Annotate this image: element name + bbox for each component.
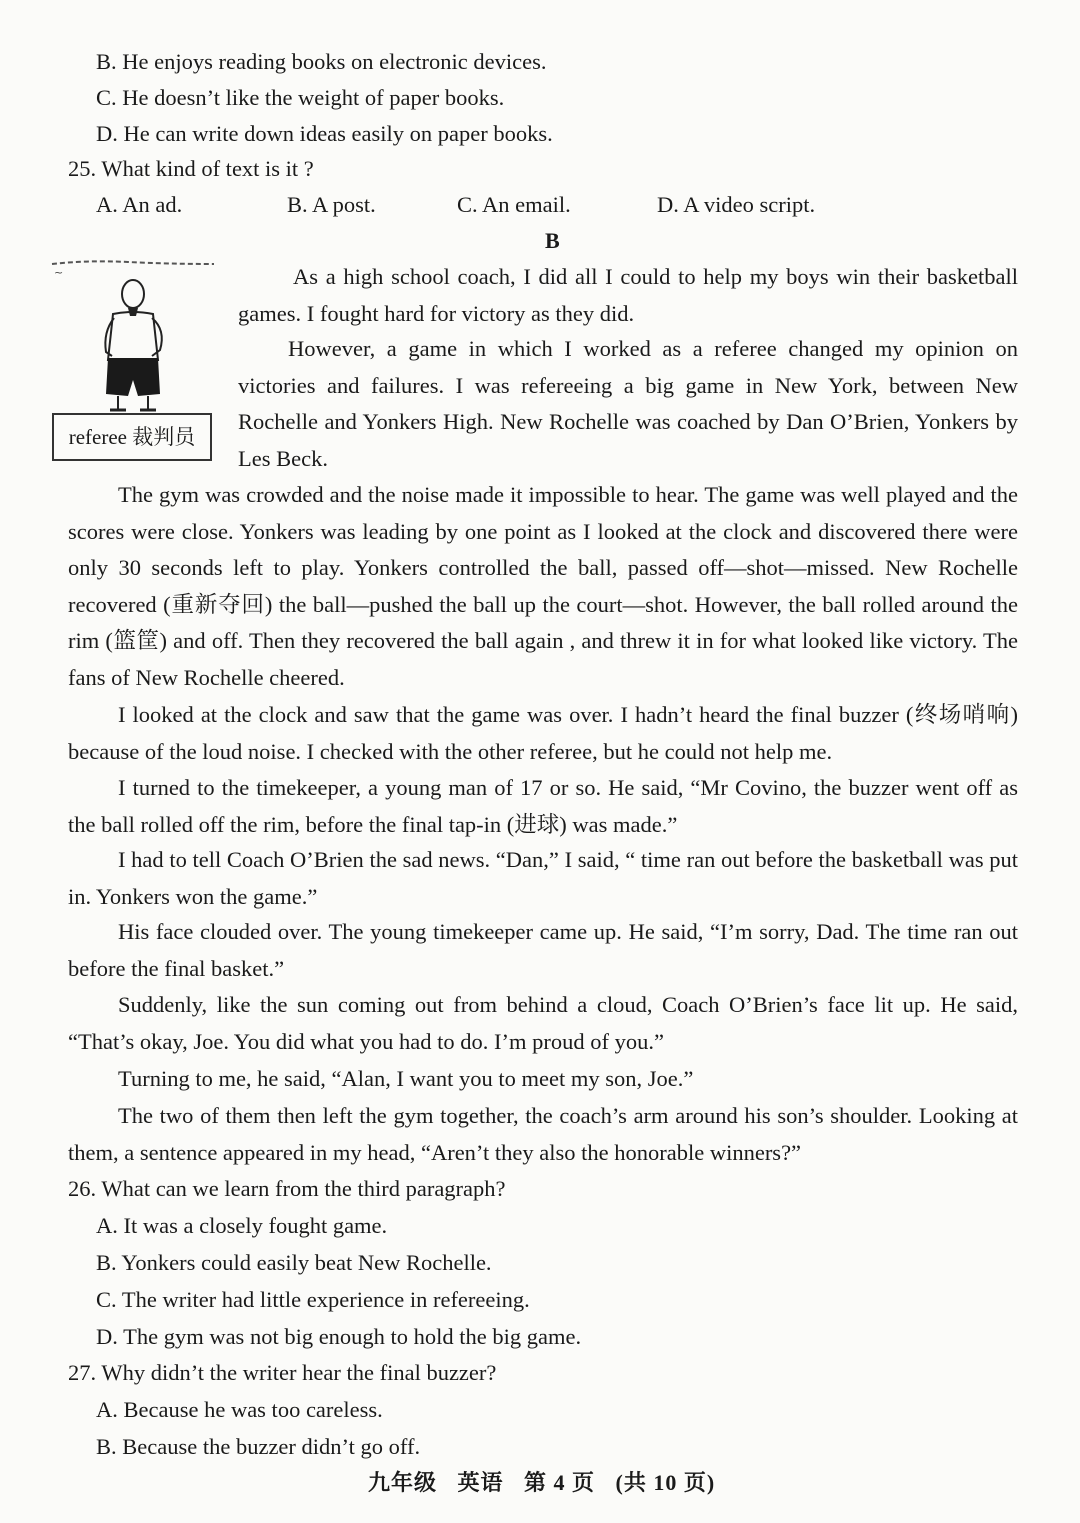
q27-option-b: B. Because the buzzer didn’t go off. <box>96 1434 421 1459</box>
passage-paragraph-6: I had to tell Coach O’Brien the sad news. “Dan,” I said, “ time ran out before the basketball was put in. Yonkers won the game.” <box>68 847 1018 909</box>
section-title: B <box>545 228 560 253</box>
q24-option-c: C. He doesn’t like the weight of paper books. <box>96 85 505 110</box>
passage-paragraph-4: I looked at the clock and saw that the game was over. I hadn’t heard the final buzzer (终场哨响) because of the loud noise. I checked with the other referee, but he could not help me. <box>68 702 1018 764</box>
q25-option-d: D. A video script. <box>657 192 816 217</box>
q25-option-b: B. A post. <box>287 192 376 217</box>
passage-paragraph-9: Turning to me, he said, “Alan, I want you to meet my son, Joe.” <box>118 1066 694 1091</box>
svg-text:~: ~ <box>54 266 64 279</box>
page-footer <box>368 1466 729 1500</box>
q25-option-c: C. An email. <box>457 192 571 217</box>
footer-total: (共 10 页) <box>615 1470 716 1495</box>
q26-option-b: B. Yonkers could easily beat New Rochelle. <box>96 1250 492 1275</box>
footer-grade: 九年级 <box>368 1470 438 1495</box>
passage-paragraph-3: The gym was crowded and the noise made it impossible to hear. The game was well played and the scores were close. Yonkers was leading by one point as I looked at the clock and discovered there were only 30 seconds left to play. Yonkers controlled the ball, passed off—shot—missed. New Rochelle recovered (重新夺回) the ball—pushed the ball up the court—shot. However, the ball rolled around the rim (篮筐) and off. Then they recovered the ball again , and threw it in for what looked like victory. The fans of New Rochelle cheered. <box>68 482 1018 690</box>
footer-page: 第 4 页 <box>524 1470 596 1495</box>
q24-option-b: B. He enjoys reading books on electronic devices. <box>96 49 547 74</box>
passage-paragraph-10: The two of them then left the gym together, the coach’s arm around his son’s shoulder. Looking at them, a sentence appeared in my head, “Aren’t they also the honorable winners?” <box>68 1103 1018 1165</box>
passage-paragraph-7: His face clouded over. The young timekeeper came up. He said, “I’m sorry, Dad. The time ran out before the final basket.” <box>68 919 1018 981</box>
q26-option-c: C. The writer had little experience in refereeing. <box>96 1287 530 1312</box>
q26-option-d: D. The gym was not big enough to hold the big game. <box>96 1324 582 1349</box>
q27-stem: 27. Why didn’t the writer hear the final buzzer? <box>68 1360 497 1385</box>
q24-option-d: D. He can write down ideas easily on paper books. <box>96 121 553 146</box>
q25-stem: 25. What kind of text is it ? <box>68 156 314 181</box>
q26-stem: 26. What can we learn from the third paragraph? <box>68 1176 506 1201</box>
passage-paragraph-1: As a high school coach, I did all I could to help my boys win their basketball games. I fought hard for victory as they did. <box>238 264 1018 326</box>
q26-option-a: A. It was a closely fought game. <box>96 1213 388 1238</box>
passage-paragraph-8: Suddenly, like the sun coming out from behind a cloud, Coach O’Brien’s face lit up. He said, “That’s okay, Joe. You did what you had to do. I’m proud of you.” <box>68 992 1018 1054</box>
footer-subject: 英语 <box>457 1470 504 1495</box>
q25-option-a: A. An ad. <box>96 192 183 217</box>
illustration-caption: referee 裁判员 <box>52 413 212 461</box>
q27-option-a: A. Because he was too careless. <box>96 1397 383 1422</box>
passage-paragraph-5: I turned to the timekeeper, a young man of 17 or so. He said, “Mr Covino, the buzzer went off as the ball rolled off the rim, before the final tap-in (进球) was made.” <box>68 775 1018 837</box>
passage-paragraph-2: However, a game in which I worked as a referee changed my opinion on victories and failures. I was refereeing a big game in New York, between New Rochelle and Yonkers High. New Rochelle was coached by Dan O’Brien, Yonkers by Les Beck. <box>238 336 1018 471</box>
q25-options <box>0 190 1080 220</box>
